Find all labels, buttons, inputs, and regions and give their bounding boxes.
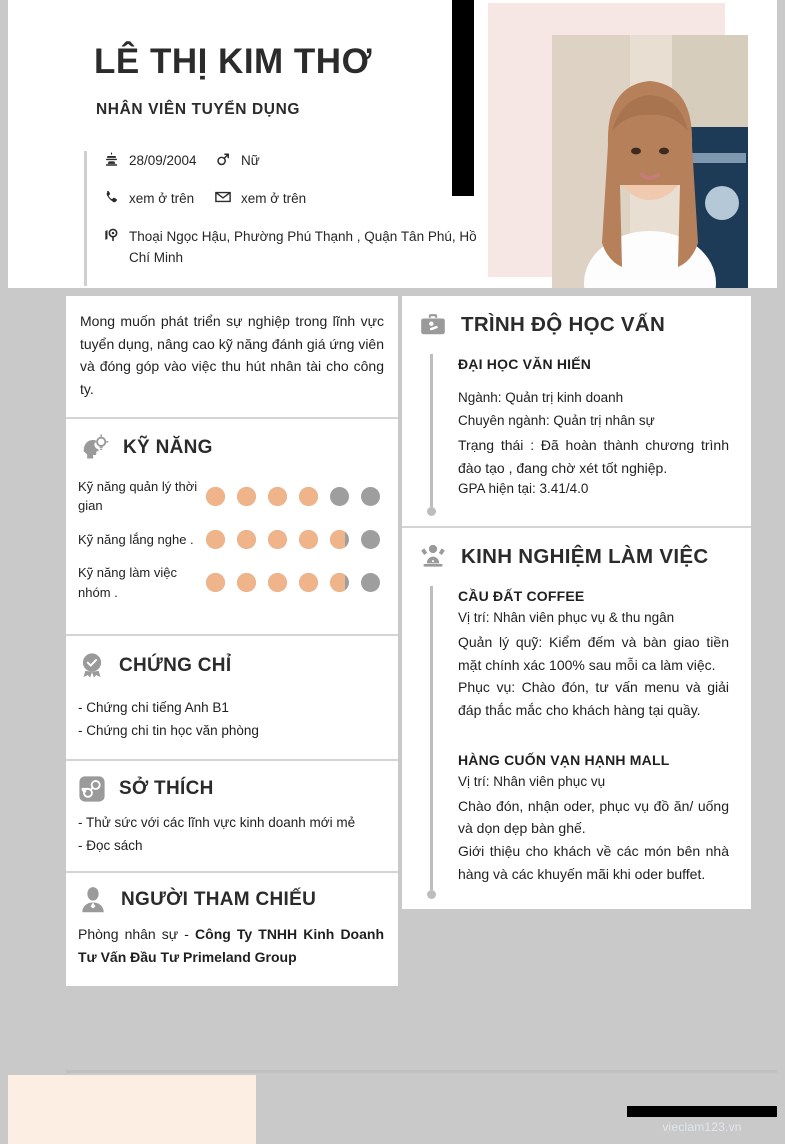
rating-dot [268,487,287,506]
right-column [402,296,751,909]
skill-rating-dots [202,487,380,506]
skill-rating-dots [202,530,380,549]
hobbies-title: SỞ THÍCH [119,777,214,799]
objective-text: Mong muốn phát triển sự nghiệp trong lĩnh vực tuyển dụng, nâng cao kỹ năng đánh giá ứng viên và đóng góp vào việc thu hút nhân tài cho công ty. [80,313,384,398]
reference-company: Công Ty TNHH Kinh Doanh Tư Vấn Đầu Tư Primeland Group [78,926,384,965]
rating-dot [299,573,318,592]
skill-label: Kỹ năng quản lý thời gian [78,478,198,514]
experience-duty: Quản lý quỹ: Kiểm đếm và bàn giao tiền mặt chính xác 100% sau mỗi ca làm việc. [458,634,729,673]
experience-duty: Giới thiệu cho khách về các món bên nhà hàng và các khuyến mãi khi oder buffet. [458,842,729,882]
rating-dot [299,530,318,549]
contact-row-address [101,227,504,269]
timeline-rail [418,346,444,516]
rating-dot [361,573,380,592]
reference-text [78,923,384,968]
skill-row [78,530,384,550]
head-lightbulb-icon [80,433,110,463]
rating-dot [268,573,287,592]
experience-header [418,542,735,572]
skills-title: KỸ NĂNG [123,436,213,458]
briefcase-icon [418,310,448,340]
rating-dot [237,573,256,592]
experience-title: KINH NGHIỆM LÀM VIỆC [461,545,709,569]
timeline-dot [427,890,436,899]
experience-entries [444,578,735,899]
skill-label: Kỹ năng làm việc nhóm . [78,565,177,600]
experience-entry [458,588,729,722]
person-laptop-icon [418,542,448,572]
rating-dot [268,530,287,549]
education-school: ĐẠI HỌC VĂN HIẾN [458,356,592,372]
hobbies-card [66,761,398,873]
map-pin-icon [101,227,121,243]
rating-dot [361,487,380,506]
reference-title: NGƯỜI THAM CHIẾU [121,889,317,911]
education-gpa: GPA hiện tại: 3.41/4.0 [458,481,589,497]
contact-birthday [101,151,213,172]
reference-prefix: Phòng nhân sự - [78,926,196,943]
certificates-list [78,696,384,742]
education-title: TRÌNH ĐỘ HỌC VẤN [461,313,666,336]
skill-row [78,477,384,516]
education-header [418,310,735,340]
envelope-icon [213,189,233,204]
contact-row-phone-email [101,189,504,210]
experience-position: Vị trí: Nhân viên phục vụ [458,773,606,789]
contact-gender [213,151,260,172]
rating-dot [330,487,349,506]
experience-duty: Chào đón, nhận oder, phục vụ đồ ăn/ uống và dọn dẹp bàn ghế. [458,797,729,837]
skills-header [78,433,384,463]
timeline-line [430,586,433,890]
rating-dot [206,530,225,549]
experience-timeline [418,578,735,899]
certificates-title: CHỨNG CHỈ [119,655,232,677]
badge-check-icon [78,652,106,680]
education-entry [458,356,729,500]
education-status: Trạng thái : Đã hoàn thành chương trình đào tạo , đang chờ xét tốt nghiệp. [458,436,729,476]
cake-icon [101,151,121,167]
experience-duty: Phục vụ: Chào đón, tư vấn menu và giải đáp thắc mắc cho khách hàng tại quầy. [458,679,729,719]
footer-peach-decor-rect [8,1075,256,1144]
contact-row-birthday-gender [101,151,504,172]
list-item: - Chứng chi tiếng Anh B1 [78,700,229,716]
list-item: - Chứng chi tin học văn phòng [78,723,259,739]
rating-dot [237,530,256,549]
avatar [552,35,748,288]
rating-dot [330,573,349,592]
contact-email-value: xem ở trên [241,190,307,206]
education-major: Ngành: Quản trị kinh doanh [458,390,624,405]
contact-email [213,189,306,210]
contact-phone [101,189,213,210]
reference-header [78,885,384,915]
timeline-rail [418,578,444,899]
objective-card [66,296,398,419]
list-item: - Đọc sách [78,837,143,853]
left-column [66,296,398,986]
gender-icon [213,151,233,167]
contact-address-value: Thoại Ngọc Hậu, Phường Phú Thạnh , Quận Tân Phú, Hồ Chí Minh [129,228,477,265]
experience-entry [458,752,729,886]
timeline-line [430,354,433,507]
skill-rating-dots [202,573,380,592]
experience-company: CẦU ĐẤT COFFEE [458,588,585,605]
experience-company: HÀNG CUỐN VẠN HẠNH MALL [458,751,670,768]
job-title: NHÂN VIÊN TUYỂN DỤNG [96,101,301,118]
footer-divider [66,1070,777,1073]
skills-card [66,419,398,637]
certificates-card [66,636,398,760]
cv-header [8,0,777,288]
rating-dot [361,530,380,549]
footer-black-bar [627,1106,777,1117]
education-card [402,296,751,528]
education-entries [444,346,735,516]
reference-card [66,873,398,986]
certificates-header [78,652,384,680]
experience-card [402,528,751,909]
list-item: - Thử sức với các lĩnh vực kinh doanh mới mẻ [78,814,356,830]
rating-dot [237,487,256,506]
hobbies-header [78,775,384,803]
rating-dot [330,530,349,549]
page-title: LÊ THỊ KIM THƠ [94,42,372,81]
phone-icon [101,189,121,205]
person-icon [78,885,108,915]
contact-birthday-value: 28/09/2004 [129,153,197,168]
contact-address [101,227,499,269]
skills-list [78,477,384,603]
rating-dot [206,573,225,592]
experience-position: Vị trí: Nhân viên phục vụ & thu ngân [458,610,675,626]
skill-row [78,563,384,602]
contact-block [84,151,504,286]
steam-icon [78,775,106,803]
rating-dot [206,487,225,506]
rating-dot [299,487,318,506]
education-timeline [418,346,735,516]
skill-label: Kỹ năng lắng nghe . [78,531,194,547]
education-specialization: Chuyên ngành: Quản trị nhân sự [458,412,655,428]
timeline-dot [427,507,436,516]
watermark: vieclam123.vn [662,1120,742,1134]
hobbies-list [78,811,384,857]
contact-phone-value: xem ở trên [129,190,195,206]
contact-gender-value: Nữ [241,153,260,168]
